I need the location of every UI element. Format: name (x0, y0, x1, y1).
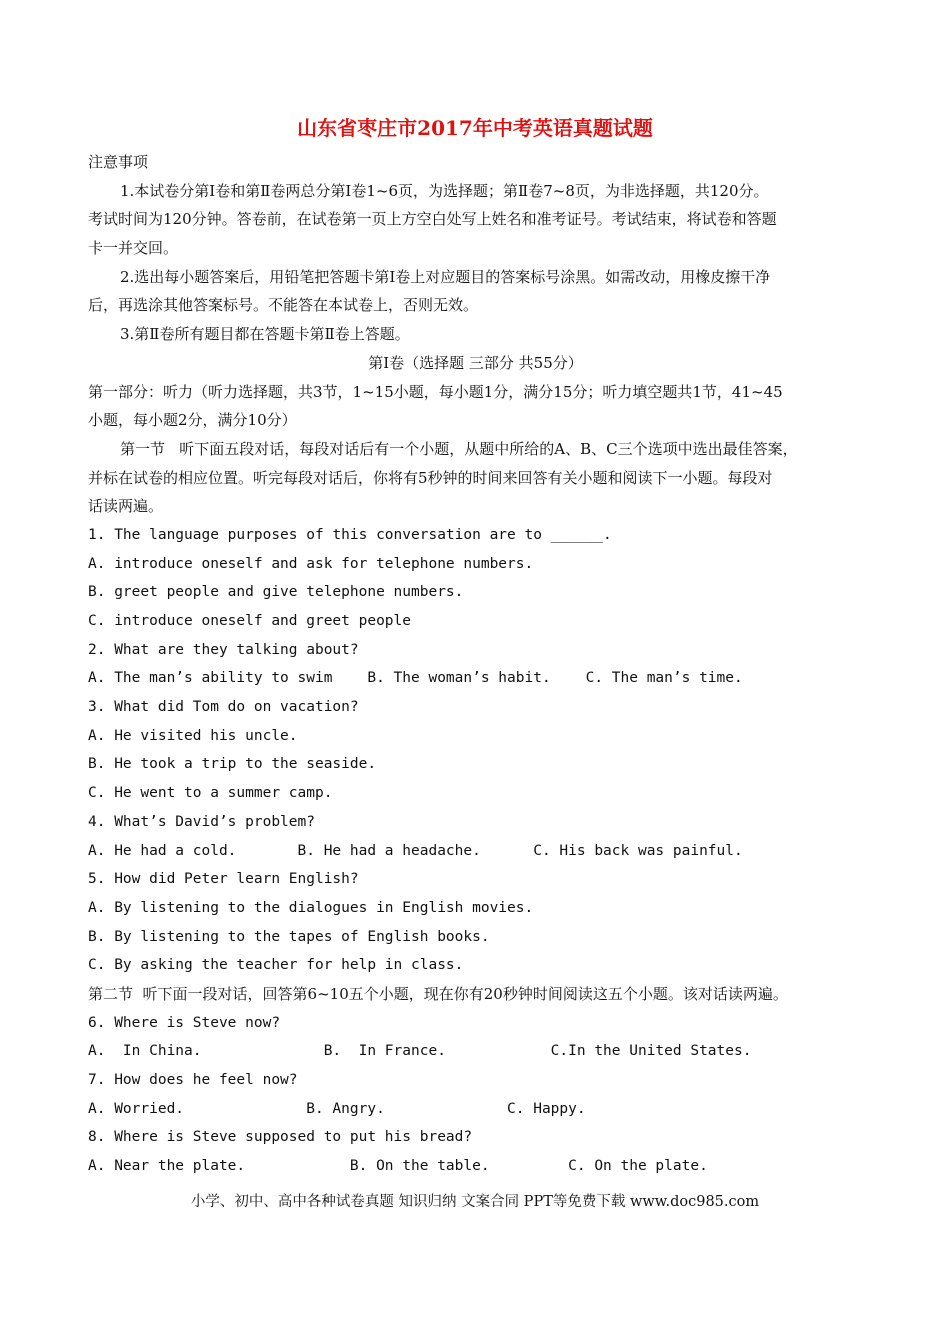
footer-text: 小学、初中、高中各种试卷真题 知识归纳 文案合同 PPT等免费下载 www.doc985.com (190, 1194, 760, 1210)
notice-paragraph-2-line-1: 2.选出每小题答案后，用铅笔把答题卡第Ⅰ卷上对应题目的答案标号涂黑。如需改动，用橡皮擦干净 (120, 267, 771, 286)
question-line: 3. What did Tom do on vacation? (88, 699, 359, 716)
section-heading: 第Ⅰ卷（选择题 三部分 共55分） (368, 353, 583, 372)
part1-line-2: 小题，每小题2分，满分10分） (88, 411, 297, 430)
exam-body (88, 148, 863, 1181)
option-line: B. greet people and give telephone numbers. (88, 584, 464, 601)
notice-paragraph-3: 3.第Ⅱ卷所有题目都在答题卡第Ⅱ卷上答题。 (120, 325, 410, 344)
option-line: A. In China. B. In France. C.In the United States. (88, 1043, 752, 1060)
notice-paragraph-2-line-2: 后，再选涂其他答案标号。不能答在本试卷上，否则无效。 (88, 296, 479, 315)
option-line: B. He took a trip to the seaside. (88, 756, 377, 773)
question-line: 7. How does he feel now? (88, 1072, 298, 1088)
option-line: A. The man’s ability to swim B. The woman’s habit. C. The man’s time. (88, 670, 743, 687)
notice-heading: 注意事项 (88, 153, 149, 171)
option-line: A. By listening to the dialogues in English movies. (88, 899, 534, 916)
part1-line-1: 第一部分：听力（听力选择题，共3节，1~15小题，每小题1分，满分15分；听力填空题共1节，41~45 (88, 382, 783, 401)
question-line: 4. What’s David’s problem? (88, 813, 315, 830)
exam-title: 山东省枣庄市2017年中考英语真题试题 (297, 116, 653, 140)
option-line: A. He had a cold. B. He had a headache. C. His back was painful. (88, 842, 743, 859)
section1-line-2: 并标在试卷的相应位置。听完每段对话后，你将有5秒钟的时间来回答有关小题和阅读下一小题。每段对 (88, 468, 773, 487)
question-line: 8. Where is Steve supposed to put his bread? (88, 1129, 473, 1146)
question-line: 6. Where is Steve now? (88, 1014, 281, 1031)
option-line: C. introduce oneself and greet people (88, 613, 412, 629)
question-line: 2. What are they talking about? (88, 641, 359, 658)
notice-paragraph-1-line-1: 1.本试卷分第Ⅰ卷和第Ⅱ卷两总分第Ⅰ卷1~6页，为选择题；第Ⅱ卷7~8页，为非选择题，共120分。 (120, 181, 769, 200)
notice-paragraph-1-line-2: 考试时间为120分钟。答卷前，在试卷第一页上方空白处写上姓名和准考证号。考试结束，将试卷和答题 (88, 210, 777, 229)
section1-line-1: 第一节 听下面五段对话，每段对话后有一个小题，从题中所给的A、B、C三个选项中选出最佳答案， (120, 439, 798, 458)
section1-line-3: 话读两遍。 (88, 497, 164, 516)
option-line: A. Near the plate. B. On the table. C. On the plate. (88, 1158, 708, 1175)
option-line: B. By listening to the tapes of English books. (88, 928, 490, 945)
option-line: C. By asking the teacher for help in class. (88, 957, 464, 974)
option-line: C. He went to a summer camp. (88, 785, 333, 802)
question-line: 5. How did Peter learn English? (88, 871, 359, 888)
notice-paragraph-1-line-3: 卡一并交回。 (88, 239, 179, 258)
section2-heading: 第二节 听下面一段对话，回答第6~10五个小题，现在你有20秒钟时间阅读这五个小题。该对话读两遍。 (88, 984, 788, 1003)
option-line: A. He visited his uncle. (88, 727, 298, 744)
option-line: A. Worried. B. Angry. C. Happy. (88, 1100, 586, 1117)
question-line: 1. The language purposes of this conversation are to ______. (88, 526, 612, 543)
option-line: A. introduce oneself and ask for telephone numbers. (88, 555, 534, 572)
